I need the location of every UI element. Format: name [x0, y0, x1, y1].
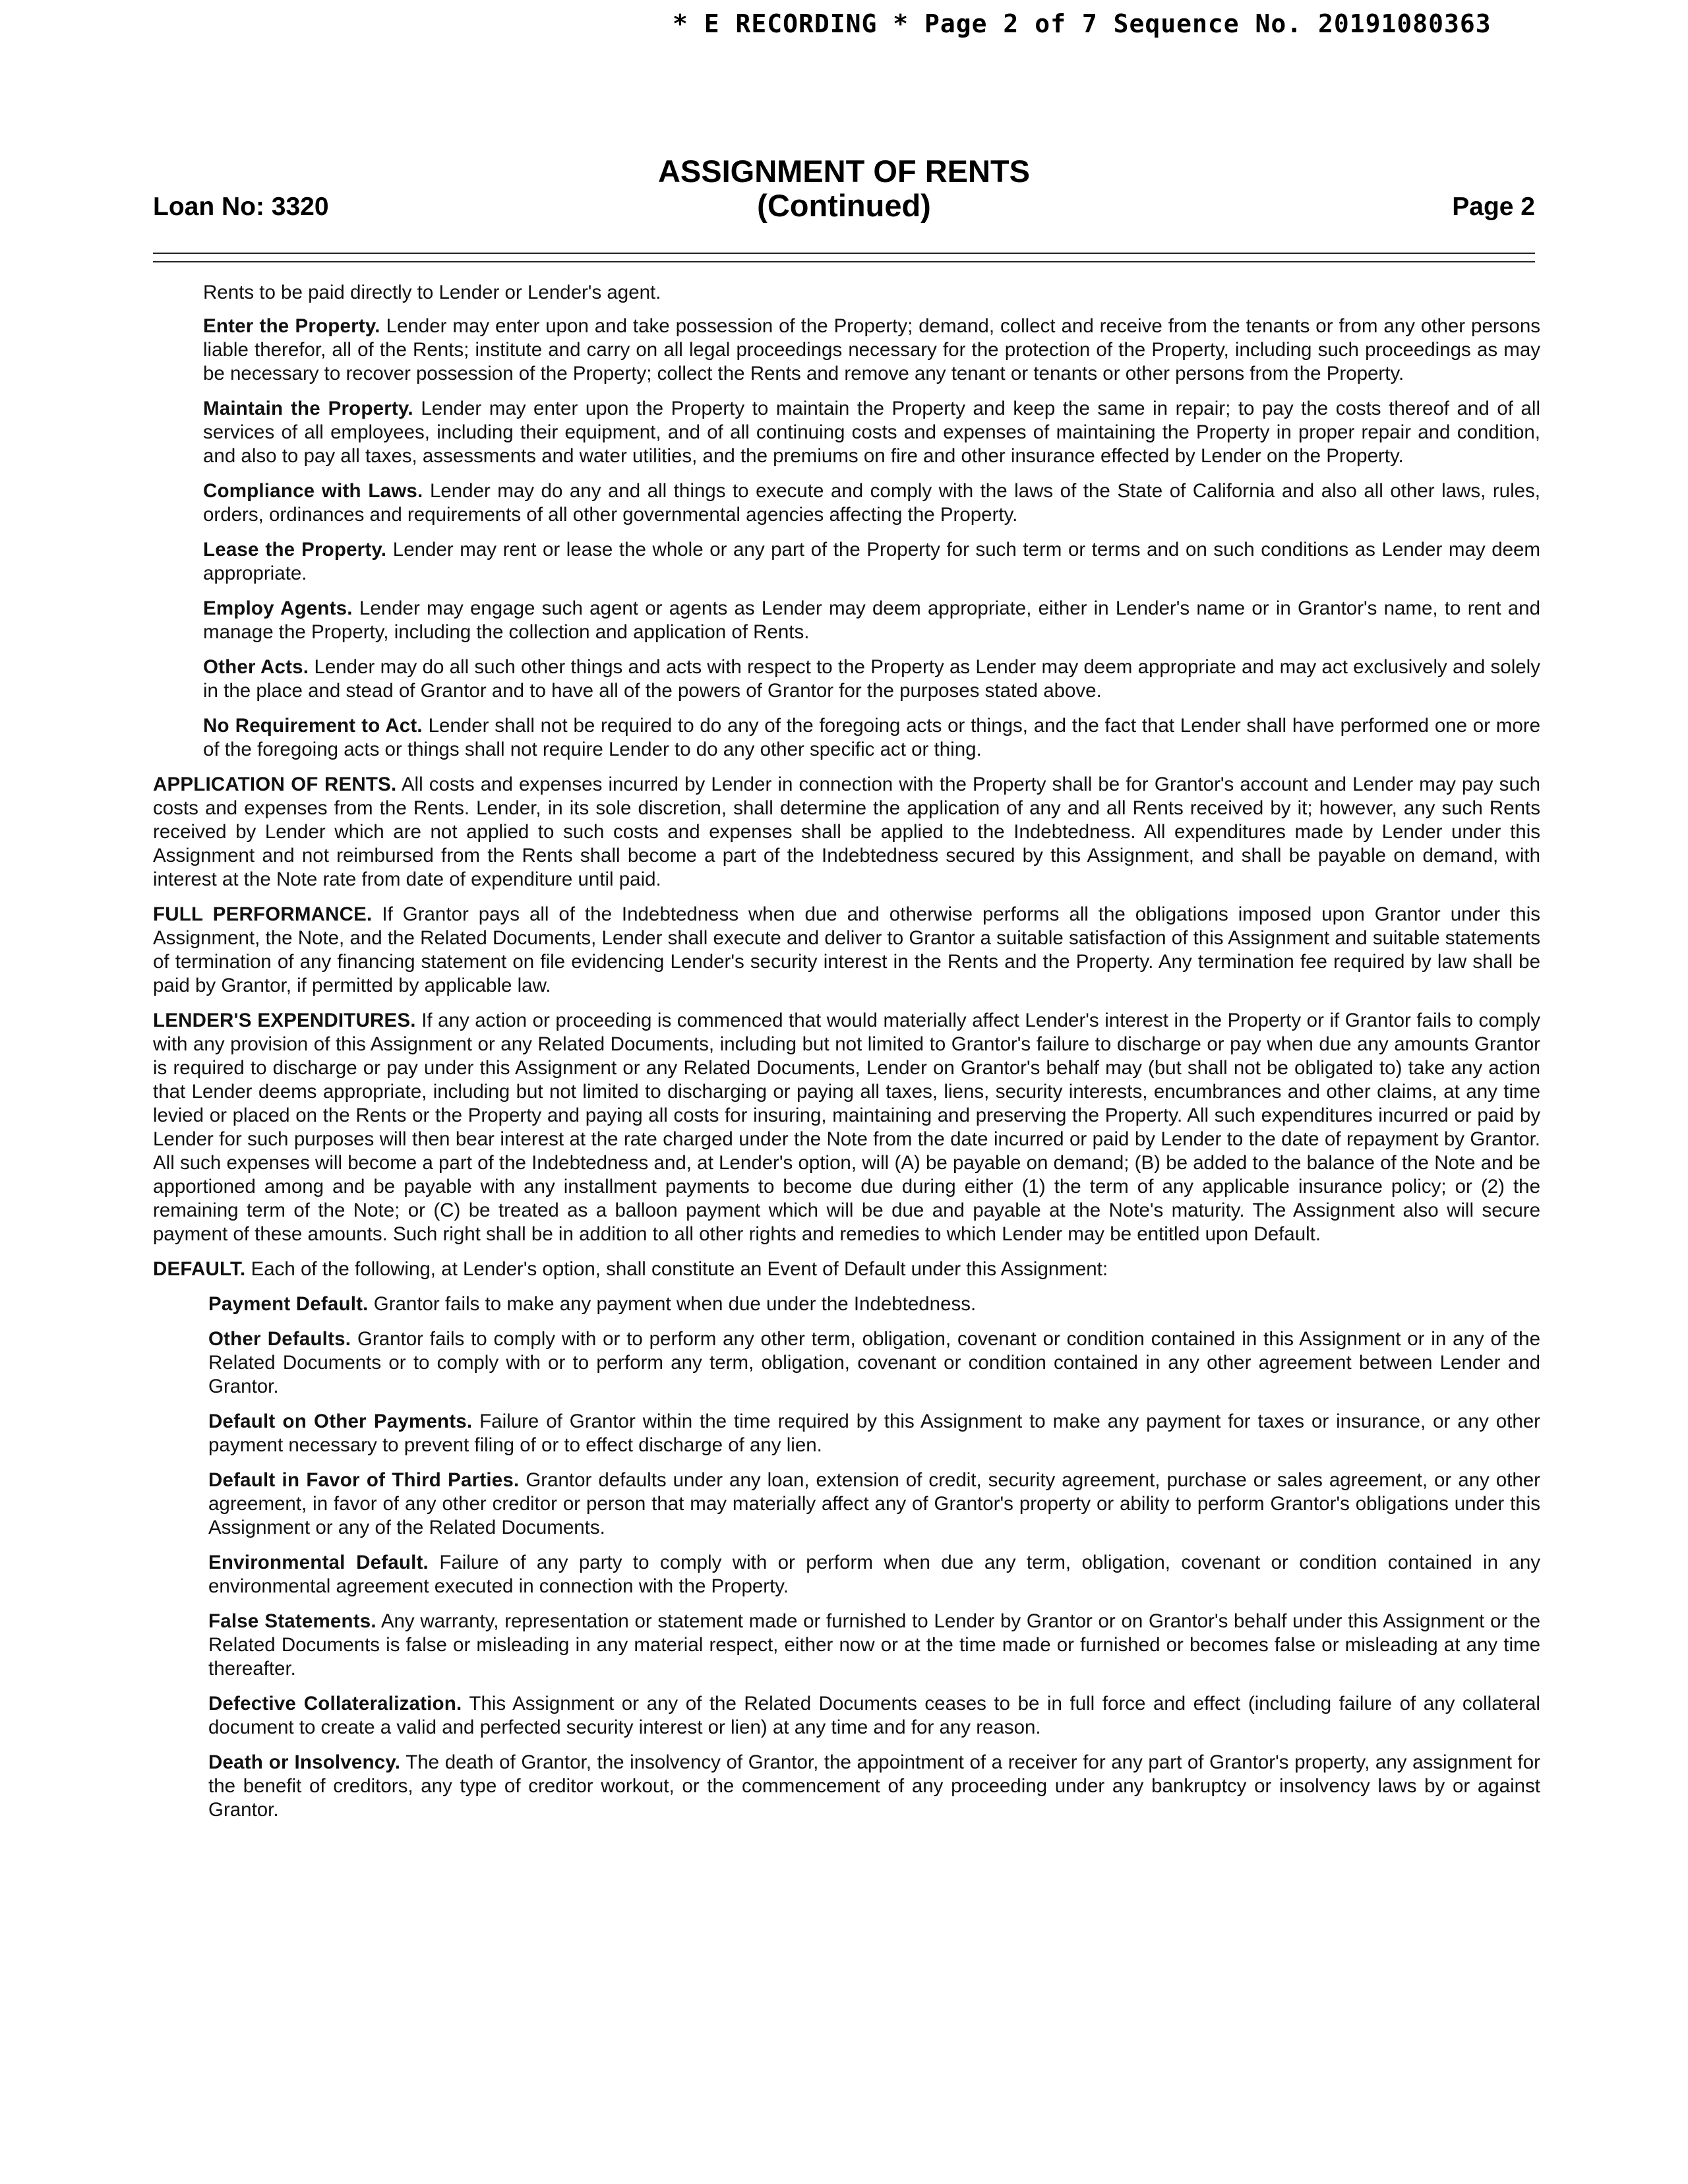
paragraph-lease-property — [203, 538, 1540, 586]
paragraph-heading: Payment Default. — [208, 1293, 369, 1315]
document-title: ASSIGNMENT OF RENTS — [657, 154, 1031, 189]
paragraph-heading: LENDER'S EXPENDITURES. — [153, 1010, 416, 1031]
paragraph-heading: Compliance with Laws. — [203, 480, 423, 502]
paragraph-text: Lender shall not be required to do any of the foregoing acts or things, and the fact that Lender shall have performed one or more of the foregoing acts or things shall not require Lender to do any other specific act or thing. — [203, 715, 1541, 760]
paragraph-text: Lender may engage such agent or agents as Lender may deem appropriate, either in Lender's name or in Grantor's name, to rent and manage the Property, including the collection and application of Rents. — [203, 597, 1540, 643]
paragraph-text: The death of Grantor, the insolvency of Grantor, the appointment of a receiver for any part of Grantor's property, any assignment for the benefit of creditors, any type of creditor workout, or the commencement of any proceeding under any bankruptcy or insolvency laws by or against Grantor. — [208, 1751, 1540, 1821]
paragraph-heading: False Statements. — [208, 1610, 377, 1632]
paragraph-heading: Default on Other Payments. — [208, 1410, 473, 1432]
paragraph-false-statements — [208, 1610, 1540, 1681]
loan-number: Loan No: 3320 — [153, 193, 329, 221]
paragraph-no-requirement — [203, 714, 1540, 762]
header-rule-bottom — [153, 261, 1535, 262]
paragraph-text: Lender may rent or lease the whole or any part of the Property for such term or terms and on such conditions as Lender may deem appropriate. — [203, 539, 1540, 584]
paragraph-heading: APPLICATION OF RENTS. — [153, 774, 397, 795]
paragraph-default-third-parties — [208, 1469, 1540, 1540]
paragraph-death-or-insolvency — [208, 1751, 1540, 1822]
paragraph-heading: Other Acts. — [203, 656, 309, 678]
paragraph-application-of-rents — [153, 773, 1540, 892]
recording-header: * E RECORDING * Page 2 of 7 Sequence No. 20191080363 — [673, 9, 1492, 38]
paragraph-default-other-payments — [208, 1410, 1540, 1457]
paragraph-heading: Death or Insolvency. — [208, 1751, 401, 1773]
paragraph-text: Grantor defaults under any loan, extension of credit, security agreement, purchase or sales agreement, or any other agreement, in favor of any other creditor or person that may materially affect any of Grantor's property or ability to perform Grantor's obligations under this Assignment or any of the Related Documents. — [208, 1469, 1541, 1538]
paragraph-heading: Enter the Property. — [203, 315, 380, 337]
paragraph-text: Each of the following, at Lender's option, shall constitute an Event of Default under this Assignment: — [251, 1258, 1108, 1280]
paragraph-heading: Default in Favor of Third Parties. — [208, 1469, 520, 1491]
paragraph-heading: No Requirement to Act. — [203, 715, 423, 737]
paragraph-text: If any action or proceeding is commenced that would materially affect Lender's interest in the Property or if Grantor fails to comply with any provision of this Assignment or any Related Documents, including but not limited to Grantor's failure to discharge or pay when due any amounts Grantor is required to discharge or pay under this Assignment or any Related Documents, Lender on Grantor's behalf may (but shall not be obligated to) take any action that Lender deems appropriate, including but not limited to discharging or paying all taxes, liens, security interests, encumbrances and other claims, at any time levied or placed on the Rents or the Property and paying all costs for insuring, maintaining and preserving the Property. All such expenditures incurred or paid by Lender for such purposes will then bear interest at the rate charged under the Note from the date incurred or paid by Lender to the date of repayment by Grantor. All such expenses will become a part of the Indebtedness and, at Lender's option, will (A) be payable on demand; (B) be added to the balance of the Note and be apportioned among and be payable with any installment payments to become due during either (1) the term of any applicable insurance policy; or (2) the remaining term of the Note; or (C) be treated as a balloon payment which will be due and payable at the Note's maturity. The Assignment also will secure payment of these amounts. Such right shall be in addition to all other rights and remedies to which Lender may be entitled upon Default. — [153, 1010, 1540, 1245]
paragraph-employ-agents — [203, 597, 1540, 644]
paragraph-heading: FULL PERFORMANCE. — [153, 903, 373, 925]
paragraph-compliance-with-laws — [203, 479, 1540, 527]
paragraph-heading: Environmental Default. — [208, 1552, 429, 1573]
page-number: Page 2 — [1452, 193, 1535, 221]
paragraph-text: Lender may enter upon and take possession of the Property; demand, collect and receive from the tenants or from any other persons liable therefor, all of the Rents; institute and carry on all legal proceedings necessary for the protection of the Property, including such proceedings as may be necessary to recover possession of the Property; collect the Rents and remove any tenant or tenants or other persons from the Property. — [203, 315, 1540, 384]
paragraph-heading: Defective Collateralization. — [208, 1693, 462, 1714]
paragraph-full-performance — [153, 903, 1540, 998]
paragraph-text: All costs and expenses incurred by Lender in connection with the Property shall be for Grantor's account and Lender may pay such costs and expenses from the Rents. Lender, in its sole discretion, shall determine the application of any and all Rents received by it; however, any such Rents received by Lender which are not applied to such costs and expenses shall be applied to the Indebtedness. All expenditures made by Lender under this Assignment and not reimbursed from the Rents shall become a part of the Indebtedness secured by this Assignment, and shall be payable on demand, with interest at the Note rate from date of expenditure until paid. — [153, 774, 1540, 890]
paragraph-environmental-default — [208, 1551, 1540, 1598]
paragraph-heading: Maintain the Property. — [203, 398, 413, 419]
paragraph-default — [153, 1258, 1540, 1281]
paragraph-text: If Grantor pays all of the Indebtedness when due and otherwise performs all the obligations imposed upon Grantor under this Assignment, the Note, and the Related Documents, Lender shall execute and deliver to Grantor a suitable satisfaction of this Assignment and suitable statements of termination of any financing statement on file evidencing Lender's security interest in the Rents and the Property. Any termination fee required by law shall be paid by Grantor, if permitted by applicable law. — [153, 903, 1540, 996]
paragraph-rents-to-lender — [203, 281, 1540, 305]
paragraph-heading: Lease the Property. — [203, 539, 387, 561]
paragraph-heading: DEFAULT. — [153, 1258, 246, 1280]
paragraph-text: Grantor fails to comply with or to perform any other term, obligation, covenant or condition contained in this Assignment or in any of the Related Documents or to comply with or to perform any term, obligation, covenant or condition contained in any other agreement between Lender and Grantor. — [208, 1328, 1540, 1397]
paragraph-maintain-property — [203, 397, 1540, 468]
paragraph-text: Grantor fails to make any payment when due under the Indebtedness. — [373, 1293, 977, 1315]
paragraph-other-acts — [203, 655, 1540, 703]
paragraph-defective-collateralization — [208, 1692, 1540, 1740]
paragraph-payment-default — [208, 1292, 1540, 1316]
paragraph-heading: Employ Agents. — [203, 597, 353, 619]
paragraph-text: Any warranty, representation or statement made or furnished to Lender by Grantor or on Grantor's behalf under this Assignment or the Related Documents is false or misleading in any material respect, either now or at the time made or furnished or becomes false or misleading at any time thereafter. — [208, 1610, 1540, 1680]
document-continued: (Continued) — [757, 188, 931, 223]
document-header — [153, 153, 1535, 232]
header-rule-top — [153, 253, 1535, 254]
paragraph-text: Lender may do all such other things and acts with respect to the Property as Lender may deem appropriate and may act exclusively and solely in the place and stead of Grantor and to have all of the powers of Grantor for the purposes stated above. — [203, 656, 1540, 702]
paragraph-other-defaults — [208, 1327, 1540, 1399]
paragraph-enter-property — [203, 315, 1540, 386]
document-body — [153, 281, 1540, 1833]
paragraph-lenders-expenditures — [153, 1009, 1540, 1246]
paragraph-text: Rents to be paid directly to Lender or Lender's agent. — [203, 282, 661, 303]
paragraph-text: Lender may do any and all things to execute and comply with the laws of the State of California and also all other laws, rules, orders, ordinances and requirements of all other governmental agencies affecting the Property. — [203, 480, 1540, 526]
paragraph-text: Failure of any party to comply with or perform when due any term, obligation, covenant or condition contained in any environmental agreement executed in connection with the Property. — [208, 1552, 1540, 1597]
paragraph-text: Lender may enter upon the Property to maintain the Property and keep the same in repair; to pay the costs thereof and of all services of all employees, including their equipment, and of all continuing costs and expenses of maintaining the Property in proper repair and condition, and also to pay all taxes, assessments and water utilities, and the premiums on fire and other insurance effected by Lender on the Property. — [203, 398, 1540, 467]
paragraph-heading: Other Defaults. — [208, 1328, 351, 1350]
paragraph-text: This Assignment or any of the Related Documents ceases to be in full force and effect (including failure of any collateral document to create a valid and perfected security interest or lien) at any time and for any reason. — [208, 1693, 1540, 1738]
paragraph-text: Failure of Grantor within the time required by this Assignment to make any payment for taxes or insurance, or any other payment necessary to prevent filing of or to effect discharge of any lien. — [208, 1410, 1540, 1456]
